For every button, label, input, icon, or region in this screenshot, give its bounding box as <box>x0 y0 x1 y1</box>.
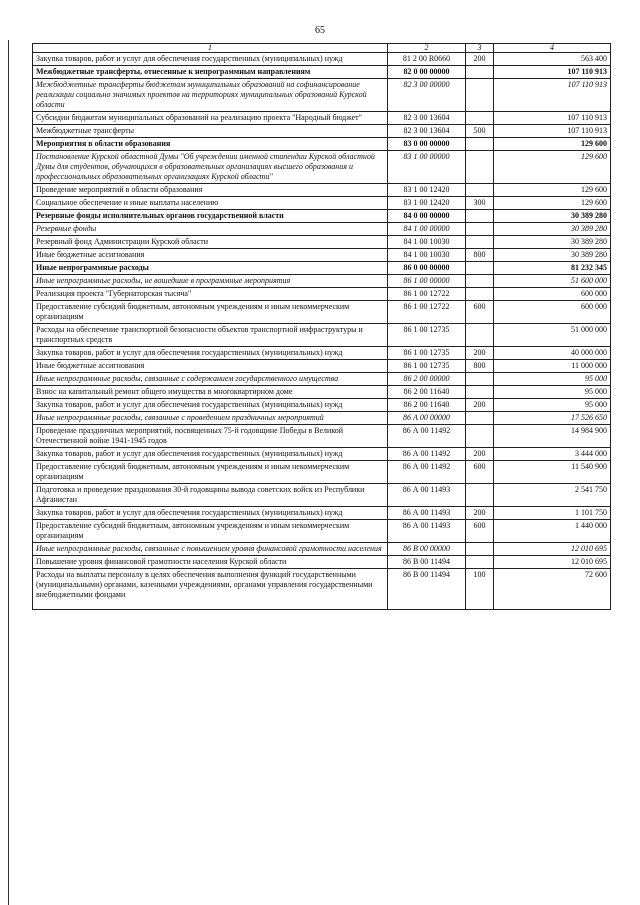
row-sum-cell: 30 389 280 <box>494 210 611 223</box>
table-row <box>33 520 611 543</box>
row-sum-cell: 563 400 <box>494 53 611 66</box>
row-expense-type-cell: 300 <box>466 197 494 210</box>
table-row <box>33 461 611 484</box>
row-sum-cell: 12 010 695 <box>494 543 611 556</box>
row-name-cell: Закупка товаров, работ и услуг для обеспечения государственных (муниципальных) нужд <box>33 399 388 412</box>
row-name-cell: Постановление Курской областной Думы "Об учреждении именной стипендии Курской областной Думы для студентов, обучающихся в образовательных организациях высшего образования и профессиональных образовательных организациях Курской области" <box>33 151 388 184</box>
row-sum-cell: 81 232 345 <box>494 262 611 275</box>
table-row <box>33 184 611 197</box>
row-name-cell: Межбюджетные трансферты бюджетам муниципальных образований на софинансирование реализации социально значимых проектов на территориях муниципальных образований Курской области <box>33 79 388 112</box>
row-name-cell: Межбюджетные трансферты, отнесенные к непрограммным направлениям <box>33 66 388 79</box>
row-expense-type-cell <box>466 210 494 223</box>
row-sum-cell: 1 101 750 <box>494 507 611 520</box>
row-name-cell: Межбюджетные трансферты <box>33 125 388 138</box>
row-code-cell: 86 А 00 11493 <box>388 484 466 507</box>
row-expense-type-cell: 200 <box>466 399 494 412</box>
row-name-cell: Предоставление субсидий бюджетным, автономным учреждениям и иным некоммерческим организациям <box>33 461 388 484</box>
row-sum-cell: 30 389 280 <box>494 249 611 262</box>
row-name-cell: Взнос на капитальный ремонт общего имущества в многоквартирном доме <box>33 386 388 399</box>
row-code-cell: 81 2 00 R0660 <box>388 53 466 66</box>
table-row <box>33 301 611 324</box>
row-sum-cell: 51 600 000 <box>494 275 611 288</box>
row-code-cell: 86 А 00 00000 <box>388 412 466 425</box>
row-expense-type-cell: 100 <box>466 569 494 610</box>
row-expense-type-cell <box>466 556 494 569</box>
table-row <box>33 79 611 112</box>
table-row <box>33 151 611 184</box>
row-sum-cell: 2 541 750 <box>494 484 611 507</box>
table-row <box>33 223 611 236</box>
table-row <box>33 360 611 373</box>
row-code-cell: 86 1 00 12722 <box>388 288 466 301</box>
row-sum-cell: 72 600 <box>494 569 611 610</box>
row-expense-type-cell: 200 <box>466 448 494 461</box>
row-code-cell: 86 А 00 11492 <box>388 425 466 448</box>
row-name-cell: Предоставление субсидий бюджетным, автономным учреждениям и иным некоммерческим организациям <box>33 520 388 543</box>
row-code-cell: 86 1 00 12735 <box>388 347 466 360</box>
table-row <box>33 386 611 399</box>
table-row <box>33 324 611 347</box>
row-code-cell: 83 1 00 12420 <box>388 184 466 197</box>
row-name-cell: Иные непрограммные расходы, связанные с повышением уровня финансовой грамотности населения <box>33 543 388 556</box>
row-sum-cell: 11 540 900 <box>494 461 611 484</box>
table-row <box>33 210 611 223</box>
row-code-cell: 83 0 00 00000 <box>388 138 466 151</box>
table-row <box>33 236 611 249</box>
row-name-cell: Проведение мероприятий в области образования <box>33 184 388 197</box>
row-expense-type-cell <box>466 184 494 197</box>
row-code-cell: 86 0 00 00000 <box>388 262 466 275</box>
row-code-cell: 86 В 00 11494 <box>388 556 466 569</box>
row-expense-type-cell <box>466 138 494 151</box>
row-code-cell: 86 В 00 00000 <box>388 543 466 556</box>
row-name-cell: Социальное обеспечение и иные выплаты населению <box>33 197 388 210</box>
row-expense-type-cell <box>466 386 494 399</box>
row-expense-type-cell <box>466 425 494 448</box>
row-expense-type-cell <box>466 262 494 275</box>
row-code-cell: 86 1 00 12722 <box>388 301 466 324</box>
row-sum-cell: 1 440 000 <box>494 520 611 543</box>
row-expense-type-cell: 800 <box>466 360 494 373</box>
row-name-cell: Закупка товаров, работ и услуг для обеспечения государственных (муниципальных) нужд <box>33 448 388 461</box>
column-header-vr: 3 <box>466 44 494 53</box>
row-sum-cell: 40 000 000 <box>494 347 611 360</box>
row-sum-cell: 95 000 <box>494 386 611 399</box>
row-sum-cell: 600 000 <box>494 288 611 301</box>
row-code-cell: 82 3 00 13604 <box>388 125 466 138</box>
row-expense-type-cell <box>466 236 494 249</box>
table-row <box>33 112 611 125</box>
table-row <box>33 125 611 138</box>
column-header-name: 1 <box>33 44 388 53</box>
row-expense-type-cell <box>466 373 494 386</box>
row-code-cell: 83 1 00 12420 <box>388 197 466 210</box>
table-row <box>33 448 611 461</box>
row-sum-cell: 30 389 280 <box>494 223 611 236</box>
table-row <box>33 425 611 448</box>
row-name-cell: Закупка товаров, работ и услуг для обеспечения государственных (муниципальных) нужд <box>33 507 388 520</box>
row-code-cell: 82 0 00 00000 <box>388 66 466 79</box>
column-header-code: 2 <box>388 44 466 53</box>
row-name-cell: Иные бюджетные ассигнования <box>33 249 388 262</box>
row-name-cell: Мероприятия в области образования <box>33 138 388 151</box>
row-sum-cell: 30 389 280 <box>494 236 611 249</box>
table-row <box>33 412 611 425</box>
row-expense-type-cell <box>466 543 494 556</box>
row-expense-type-cell <box>466 412 494 425</box>
table-row <box>33 197 611 210</box>
row-code-cell: 86 А 00 11493 <box>388 507 466 520</box>
row-name-cell: Резервные фонды исполнительных органов государственной власти <box>33 210 388 223</box>
row-expense-type-cell <box>466 112 494 125</box>
row-expense-type-cell: 200 <box>466 347 494 360</box>
row-sum-cell: 3 444 000 <box>494 448 611 461</box>
row-expense-type-cell <box>466 484 494 507</box>
row-expense-type-cell: 200 <box>466 53 494 66</box>
row-expense-type-cell <box>466 275 494 288</box>
row-expense-type-cell: 600 <box>466 301 494 324</box>
row-name-cell: Иные непрограммные расходы, связанные с содержанием государственного имущества <box>33 373 388 386</box>
row-code-cell: 82 3 00 13604 <box>388 112 466 125</box>
row-code-cell: 86 1 00 00000 <box>388 275 466 288</box>
row-sum-cell: 129 600 <box>494 138 611 151</box>
row-name-cell: Закупка товаров, работ и услуг для обеспечения государственных (муниципальных) нужд <box>33 347 388 360</box>
row-expense-type-cell: 600 <box>466 461 494 484</box>
table-row <box>33 373 611 386</box>
row-sum-cell: 17 526 650 <box>494 412 611 425</box>
row-sum-cell: 600 000 <box>494 301 611 324</box>
row-code-cell: 86 А 00 11492 <box>388 448 466 461</box>
row-sum-cell: 107 110 913 <box>494 66 611 79</box>
table-row <box>33 249 611 262</box>
table-row <box>33 484 611 507</box>
row-sum-cell: 51 000 000 <box>494 324 611 347</box>
table-row <box>33 138 611 151</box>
table-row <box>33 569 611 610</box>
column-header-sum: 4 <box>494 44 611 53</box>
table-row <box>33 275 611 288</box>
row-expense-type-cell <box>466 324 494 347</box>
row-expense-type-cell <box>466 288 494 301</box>
row-code-cell: 86 2 00 00000 <box>388 373 466 386</box>
row-code-cell: 86 1 00 12735 <box>388 360 466 373</box>
row-expense-type-cell <box>466 223 494 236</box>
row-name-cell: Закупка товаров, работ и услуг для обеспечения государственных (муниципальных) нужд <box>33 53 388 66</box>
row-sum-cell: 107 110 913 <box>494 112 611 125</box>
row-sum-cell: 95 000 <box>494 373 611 386</box>
row-name-cell: Иные непрограммные расходы, связанные с проведением праздничных мероприятий <box>33 412 388 425</box>
row-sum-cell: 12 010 695 <box>494 556 611 569</box>
row-expense-type-cell: 500 <box>466 125 494 138</box>
row-code-cell: 86 В 00 11494 <box>388 569 466 610</box>
row-sum-cell: 11 000 000 <box>494 360 611 373</box>
row-code-cell: 86 А 00 11492 <box>388 461 466 484</box>
row-expense-type-cell: 600 <box>466 520 494 543</box>
row-code-cell: 83 1 00 00000 <box>388 151 466 184</box>
row-sum-cell: 129 600 <box>494 151 611 184</box>
row-name-cell: Резервные фонды <box>33 223 388 236</box>
row-name-cell: Субсидии бюджетам муниципальных образований на реализацию проекта "Народный бюджет" <box>33 112 388 125</box>
table-body <box>33 53 611 610</box>
table-row <box>33 507 611 520</box>
row-code-cell: 82 3 00 00000 <box>388 79 466 112</box>
row-code-cell: 84 1 00 00000 <box>388 223 466 236</box>
row-sum-cell: 14 984 900 <box>494 425 611 448</box>
table-row <box>33 556 611 569</box>
row-name-cell: Реализация проекта "Губернаторская тысяча" <box>33 288 388 301</box>
row-expense-type-cell <box>466 151 494 184</box>
row-name-cell: Проведение праздничных мероприятий, посвященных 75-й годовщине Победы в Великой Отечественной войне 1941-1945 годов <box>33 425 388 448</box>
row-sum-cell: 129 600 <box>494 197 611 210</box>
row-sum-cell: 107 110 913 <box>494 79 611 112</box>
budget-table <box>32 43 611 610</box>
row-expense-type-cell <box>466 79 494 112</box>
row-code-cell: 84 1 00 10030 <box>388 236 466 249</box>
row-name-cell: Резервный фонд Администрации Курской области <box>33 236 388 249</box>
table-row <box>33 66 611 79</box>
margin-rule <box>8 40 9 905</box>
row-name-cell: Иные непрограммные расходы, не вошедшие в программные мероприятия <box>33 275 388 288</box>
table-header-row <box>33 44 611 53</box>
row-name-cell: Подготовка и проведение празднования 30-й годовщины вывода советских войск из Республики Афганистан <box>33 484 388 507</box>
row-code-cell: 86 А 00 11493 <box>388 520 466 543</box>
table-row <box>33 347 611 360</box>
row-code-cell: 86 2 00 11640 <box>388 386 466 399</box>
table-row <box>33 288 611 301</box>
row-sum-cell: 107 110 913 <box>494 125 611 138</box>
row-name-cell: Предоставление субсидий бюджетным, автономным учреждениям и иным некоммерческим организациям <box>33 301 388 324</box>
row-name-cell: Иные непрограммные расходы <box>33 262 388 275</box>
row-code-cell: 86 1 00 12735 <box>388 324 466 347</box>
row-expense-type-cell: 200 <box>466 507 494 520</box>
row-expense-type-cell <box>466 66 494 79</box>
row-code-cell: 84 1 00 10030 <box>388 249 466 262</box>
row-sum-cell: 95 000 <box>494 399 611 412</box>
page-number: 65 <box>315 25 325 36</box>
table-row <box>33 399 611 412</box>
row-name-cell: Иные бюджетные ассигнования <box>33 360 388 373</box>
row-code-cell: 84 0 00 00000 <box>388 210 466 223</box>
row-sum-cell: 129 600 <box>494 184 611 197</box>
table-row <box>33 53 611 66</box>
table-row <box>33 262 611 275</box>
row-name-cell: Повышение уровня финансовой грамотности населения Курской области <box>33 556 388 569</box>
table-row <box>33 543 611 556</box>
row-name-cell: Расходы на обеспечение транспортной безопасности объектов транспортной инфраструктуры и транспортных средств <box>33 324 388 347</box>
row-name-cell: Расходы на выплаты персоналу в целях обеспечения выполнения функций государственными (муниципальными) органами, казенными учреждениями, органами управления государственными внебюджетными фондами <box>33 569 388 610</box>
row-code-cell: 86 2 00 11640 <box>388 399 466 412</box>
row-expense-type-cell: 800 <box>466 249 494 262</box>
